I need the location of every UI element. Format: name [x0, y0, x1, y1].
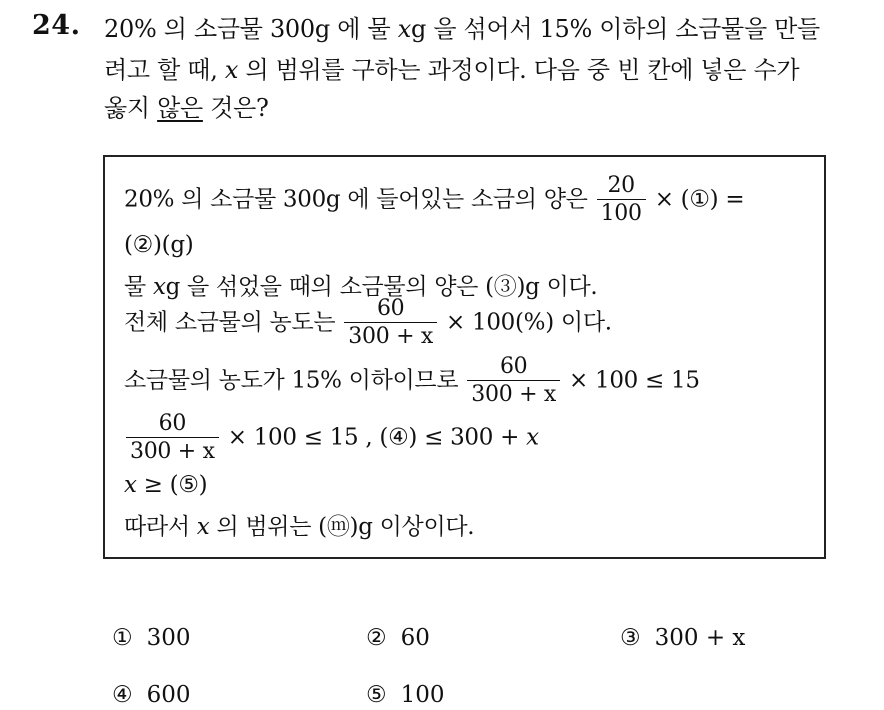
question-line-1 [104, 12, 820, 46]
choice-4[interactable] [112, 682, 191, 708]
variable-x: x [526, 424, 539, 451]
box-text: 의 범위는 (ⓜ)g 이상이다. [209, 514, 475, 540]
box-row-8 [124, 508, 474, 541]
fraction-numerator: 60 [376, 296, 405, 321]
box-text: g 을 섞었을 때의 소금물의 양은 (③)g 이다. [165, 274, 598, 300]
fraction-numerator: 60 [158, 411, 187, 436]
choice-2[interactable] [366, 625, 430, 651]
choice-value: 300 + x [654, 625, 746, 651]
fraction [467, 354, 560, 409]
choice-marker: ③ [620, 625, 641, 651]
fraction [344, 296, 437, 351]
choice-marker: ② [366, 625, 387, 651]
choice-value: 100 [400, 682, 445, 708]
choice-marker: ⑤ [366, 682, 387, 708]
question-text: g 을 섞어서 15% 이하의 소금물을 만들 [410, 15, 820, 43]
fraction-numerator: 20 [607, 173, 635, 198]
question-number: 24. [32, 10, 81, 41]
variable-x: x [224, 56, 239, 84]
choice-value: 300 [146, 625, 191, 651]
question-text: 옳지 [104, 94, 158, 122]
box-text: 소금물의 농도가 15% 이하이므로 [124, 367, 466, 394]
question-line-3 [104, 91, 269, 125]
choice-1[interactable] [112, 625, 191, 651]
fraction-numerator: 60 [499, 354, 528, 379]
choice-marker: ① [112, 625, 133, 651]
question-text: 려고 할 때, [104, 56, 225, 84]
box-row-5 [124, 354, 700, 409]
choice-5[interactable] [366, 682, 445, 708]
box-text: 따라서 [124, 514, 197, 540]
fraction [126, 411, 219, 466]
box-text: ≥ (⑤) [136, 472, 208, 498]
box-row-2: (②)(g) [124, 232, 194, 258]
question-line-2 [104, 53, 799, 87]
fraction [597, 173, 646, 228]
box-text: 전체 소금물의 농도는 [124, 309, 343, 336]
variable-x: x [397, 15, 411, 43]
box-text: × 100 ≤ 15 , (④) ≤ 300 + [220, 424, 527, 451]
choice-3[interactable] [620, 625, 745, 651]
box-text: × 100(%) 이다. [439, 309, 612, 336]
variable-x: x [152, 274, 166, 300]
question-text: 의 범위를 구하는 과정이다. 다음 중 빈 칸에 넣은 수가 [238, 56, 800, 84]
fraction-denominator: 300 + x [126, 437, 219, 466]
box-row-4 [124, 296, 612, 351]
box-row-1 [124, 173, 744, 228]
box-text: 20% 의 소금물 300g 에 들어있는 소금의 양은 [124, 186, 595, 213]
variable-x: x [124, 472, 137, 498]
fraction-denominator: 300 + x [467, 380, 560, 409]
fraction-denominator: 100 [597, 199, 646, 228]
question-text: 20% 의 소금물 300g 에 물 [104, 15, 398, 43]
box-text: × (①) = [647, 186, 745, 213]
fraction-denominator: 300 + x [344, 322, 437, 351]
box-text: × 100 ≤ 15 [562, 367, 700, 394]
underlined-word: 않은 [157, 94, 203, 122]
question-text: 것은? [202, 94, 269, 122]
choice-value: 60 [400, 625, 430, 651]
variable-x: x [196, 514, 210, 540]
box-row-7 [124, 472, 207, 498]
choice-value: 600 [146, 682, 191, 708]
choice-marker: ④ [112, 682, 133, 708]
box-text: 물 [124, 274, 153, 300]
box-row-6 [124, 411, 539, 466]
